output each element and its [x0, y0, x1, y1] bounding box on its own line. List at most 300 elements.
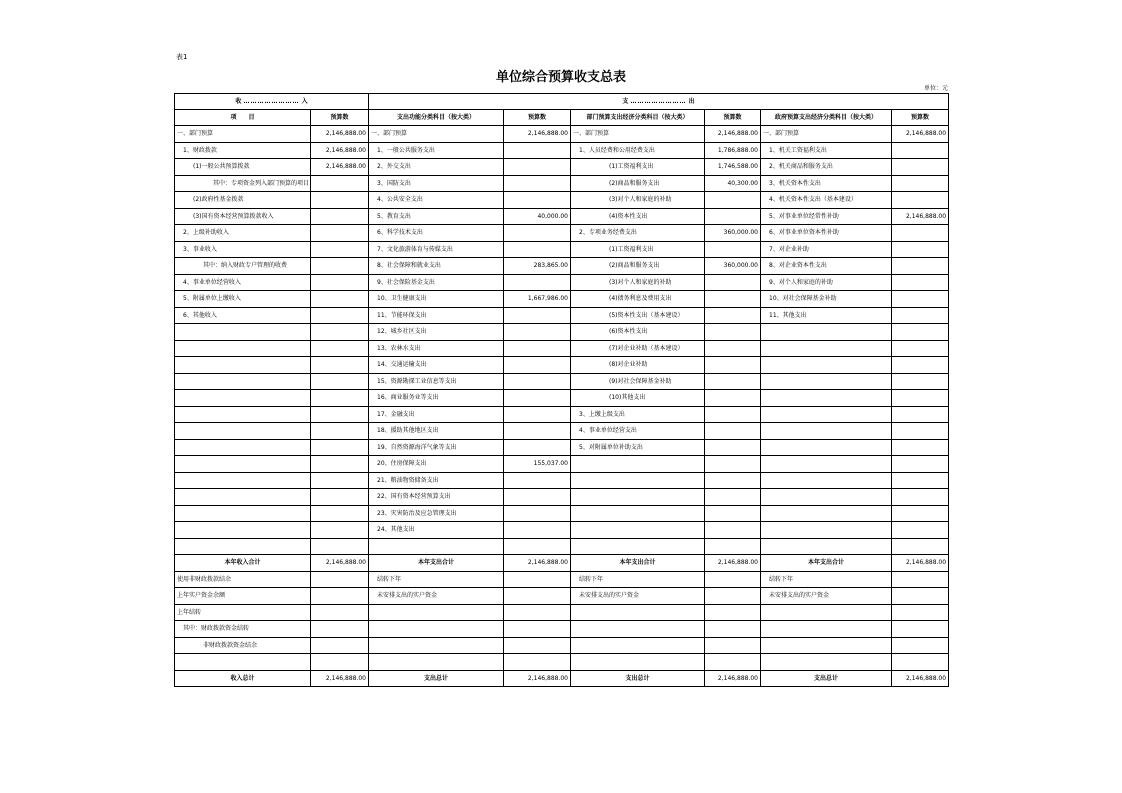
item-cell: 4、机关资本性支出（基本建设）: [761, 192, 892, 209]
budget-summary-table: [174, 93, 949, 687]
item-cell: 24、其他支出: [369, 522, 504, 539]
amount-cell: [504, 637, 571, 654]
item-cell: [761, 538, 892, 555]
item-cell: 11、其他支出: [761, 307, 892, 324]
item-cell: 其中：纳入财政专户管理的收费: [175, 258, 311, 275]
item-cell: [761, 390, 892, 407]
item-cell: (2)商品和服务支出: [571, 258, 705, 275]
item-cell: [369, 538, 504, 555]
page-title: 单位综合预算收支总表: [495, 70, 626, 85]
amount-cell: [892, 621, 949, 638]
item-cell: 23、灾害防治及应急管理支出: [369, 505, 504, 522]
item-cell: 6、其他收入: [175, 307, 311, 324]
amount-cell: [311, 307, 369, 324]
amount-cell: [892, 357, 949, 374]
item-cell: 2、上级补助收入: [175, 225, 311, 242]
table-row: [175, 126, 949, 143]
item-cell: [761, 522, 892, 539]
item-cell: [571, 472, 705, 489]
amount-cell: 360,000.00: [705, 258, 761, 275]
amount-cell: 2,146,888.00: [504, 555, 571, 572]
amount-cell: [705, 324, 761, 341]
item-cell: (8)对企业补助: [571, 357, 705, 374]
item-cell: [175, 654, 311, 671]
item-cell: 一、部门预算: [369, 126, 504, 143]
item-cell: (1)一般公共预算拨款: [175, 159, 311, 176]
amount-cell: [892, 489, 949, 506]
amount-cell: [311, 472, 369, 489]
table-row: [175, 291, 949, 308]
amount-cell: [705, 390, 761, 407]
total-label-cell: 支出总计: [571, 670, 705, 687]
item-cell: 3、事业收入: [175, 241, 311, 258]
amount-cell: [311, 505, 369, 522]
table-row: [175, 225, 949, 242]
total-label-cell: 支出总计: [761, 670, 892, 687]
item-cell: [761, 324, 892, 341]
item-cell: 21、粮油物资储备支出: [369, 472, 504, 489]
amount-cell: [311, 637, 369, 654]
amount-cell: [892, 538, 949, 555]
amount-cell: [892, 522, 949, 539]
amount-cell: 2,146,888.00: [892, 208, 949, 225]
item-cell: [175, 324, 311, 341]
item-cell: 14、交通运输支出: [369, 357, 504, 374]
amount-cell: [705, 241, 761, 258]
item-cell: [571, 637, 705, 654]
item-cell: (6)资本性支出: [571, 324, 705, 341]
table-number-label: 表1: [176, 53, 188, 61]
item-cell: [369, 621, 504, 638]
amount-cell: [504, 472, 571, 489]
expense-group-header: 支 …………………… 出: [369, 94, 949, 110]
amount-cell: [311, 456, 369, 473]
amount-cell: [504, 604, 571, 621]
amount-cell: [705, 505, 761, 522]
item-cell: 5、对事业单位经常性补助: [761, 208, 892, 225]
amount-cell: [705, 604, 761, 621]
amount-cell: [504, 142, 571, 159]
amount-cell: [311, 274, 369, 291]
amount-cell: 2,146,888.00: [705, 555, 761, 572]
total-label-cell: 收入总计: [175, 670, 311, 687]
item-cell: 6、对事业单位资本性补助: [761, 225, 892, 242]
table-row: [175, 192, 949, 209]
item-cell: [571, 621, 705, 638]
item-cell: [761, 423, 892, 440]
amount-cell: [504, 373, 571, 390]
total-label-cell: 本年支出合计: [571, 555, 705, 572]
item-cell: 18、援助其他地区支出: [369, 423, 504, 440]
amount-cell: [504, 241, 571, 258]
item-cell: (4)资本性支出: [571, 208, 705, 225]
item-cell: 3、上缴上级支出: [571, 406, 705, 423]
amount-cell: [311, 208, 369, 225]
amount-cell: [705, 456, 761, 473]
item-cell: 一、部门预算: [761, 126, 892, 143]
amount-cell: [311, 604, 369, 621]
amount-cell: [705, 621, 761, 638]
annual-total-row: [175, 555, 949, 572]
table-row: [175, 390, 949, 407]
amount-cell: [705, 654, 761, 671]
amount-cell: [311, 390, 369, 407]
item-cell: [175, 406, 311, 423]
item-cell: [175, 390, 311, 407]
table-row: [175, 241, 949, 258]
item-cell: [571, 538, 705, 555]
table-row: [175, 324, 949, 341]
amount-cell: [892, 175, 949, 192]
table-row: [175, 423, 949, 440]
item-cell: 5、附属单位上缴收入: [175, 291, 311, 308]
item-cell: (2)商品和服务支出: [571, 175, 705, 192]
item-cell: [761, 456, 892, 473]
table-row: [175, 522, 949, 539]
amount-cell: [705, 357, 761, 374]
amount-cell: [504, 439, 571, 456]
item-cell: 8、对企业资本性支出: [761, 258, 892, 275]
amount-cell: [705, 571, 761, 588]
item-cell: 未安排支出的实户资金: [369, 588, 504, 605]
item-cell: [369, 637, 504, 654]
item-cell: 2、外交支出: [369, 159, 504, 176]
amount-cell: [705, 274, 761, 291]
col-header-amount: 预算数: [705, 110, 761, 126]
item-cell: [175, 489, 311, 506]
amount-cell: [504, 192, 571, 209]
amount-cell: [705, 522, 761, 539]
amount-cell: [504, 390, 571, 407]
amount-cell: 1,667,986.00: [504, 291, 571, 308]
amount-cell: [892, 571, 949, 588]
table-row: [175, 505, 949, 522]
item-cell: [175, 340, 311, 357]
item-cell: [175, 505, 311, 522]
item-cell: 结转下年: [761, 571, 892, 588]
amount-cell: [504, 225, 571, 242]
table-row: [175, 406, 949, 423]
amount-cell: [892, 274, 949, 291]
item-cell: (4)债务利息及费用支出: [571, 291, 705, 308]
amount-cell: [504, 274, 571, 291]
item-cell: 5、对附属单位补助支出: [571, 439, 705, 456]
item-cell: [761, 472, 892, 489]
amount-cell: [705, 307, 761, 324]
table-row: [175, 159, 949, 176]
amount-cell: [892, 505, 949, 522]
amount-cell: [892, 604, 949, 621]
amount-cell: 40,300.00: [705, 175, 761, 192]
amount-cell: [892, 456, 949, 473]
item-cell: 1、一般公共服务支出: [369, 142, 504, 159]
item-cell: [761, 489, 892, 506]
amount-cell: [892, 159, 949, 176]
item-cell: [761, 373, 892, 390]
item-cell: 上年结转: [175, 604, 311, 621]
item-cell: (7)对企业补助（基本建设）: [571, 340, 705, 357]
amount-cell: [705, 538, 761, 555]
item-cell: [761, 439, 892, 456]
table-row: [175, 621, 949, 638]
item-cell: [761, 406, 892, 423]
item-cell: [175, 439, 311, 456]
item-cell: 2、专项业务经费支出: [571, 225, 705, 242]
item-cell: 使用非财政拨款结余: [175, 571, 311, 588]
amount-cell: [705, 637, 761, 654]
item-cell: [175, 538, 311, 555]
item-cell: [571, 489, 705, 506]
amount-cell: [311, 291, 369, 308]
amount-cell: [504, 159, 571, 176]
item-cell: (1)工资福利支出: [571, 241, 705, 258]
item-cell: 4、事业单位经营收入: [175, 274, 311, 291]
item-cell: 12、城乡社区支出: [369, 324, 504, 341]
item-cell: [571, 456, 705, 473]
amount-cell: [504, 357, 571, 374]
amount-cell: [892, 439, 949, 456]
table-row: [175, 538, 949, 555]
amount-cell: 2,146,888.00: [892, 555, 949, 572]
amount-cell: 2,146,888.00: [705, 126, 761, 143]
item-cell: [761, 621, 892, 638]
item-cell: 13、农林水支出: [369, 340, 504, 357]
item-cell: (10)其他支出: [571, 390, 705, 407]
amount-cell: [311, 241, 369, 258]
item-cell: [761, 637, 892, 654]
item-cell: 7、对企业补助: [761, 241, 892, 258]
item-cell: 非财政拨款资金结余: [175, 637, 311, 654]
amount-cell: [705, 439, 761, 456]
item-cell: 其中：财政拨款资金结转: [175, 621, 311, 638]
amount-cell: [892, 588, 949, 605]
amount-cell: [311, 373, 369, 390]
item-cell: 1、财政拨款: [175, 142, 311, 159]
amount-cell: 2,146,888.00: [311, 670, 369, 687]
table-row: [175, 604, 949, 621]
amount-cell: [504, 423, 571, 440]
amount-cell: [892, 258, 949, 275]
item-cell: 17、金融支出: [369, 406, 504, 423]
table-row: [175, 588, 949, 605]
amount-cell: 2,146,888.00: [311, 159, 369, 176]
item-cell: 9、社会保险基金支出: [369, 274, 504, 291]
item-cell: 未安排支出的实户资金: [761, 588, 892, 605]
amount-cell: [705, 192, 761, 209]
income-group-header: 收 …………………… 入: [175, 94, 369, 110]
amount-cell: 2,146,888.00: [892, 126, 949, 143]
table-row: [175, 472, 949, 489]
amount-cell: [311, 192, 369, 209]
amount-cell: [892, 340, 949, 357]
item-cell: 未安排支出的实户资金: [571, 588, 705, 605]
item-cell: 10、卫生健康支出: [369, 291, 504, 308]
item-cell: 8、社会保障和就业支出: [369, 258, 504, 275]
amount-cell: [705, 406, 761, 423]
amount-cell: 2,146,888.00: [504, 126, 571, 143]
table-row: [175, 208, 949, 225]
amount-cell: [892, 225, 949, 242]
item-cell: [175, 423, 311, 440]
amount-cell: [892, 406, 949, 423]
amount-cell: 155,037.00: [504, 456, 571, 473]
amount-cell: [311, 489, 369, 506]
table-row: [175, 571, 949, 588]
amount-cell: [504, 406, 571, 423]
item-cell: [369, 654, 504, 671]
amount-cell: 2,146,888.00: [705, 670, 761, 687]
amount-cell: [892, 291, 949, 308]
amount-cell: [311, 175, 369, 192]
amount-cell: [504, 588, 571, 605]
amount-cell: [311, 654, 369, 671]
item-cell: [571, 522, 705, 539]
amount-cell: [705, 208, 761, 225]
amount-cell: 1,746,588.00: [705, 159, 761, 176]
item-cell: [571, 505, 705, 522]
item-cell: (3)国有资本经营预算拨款收入: [175, 208, 311, 225]
amount-cell: [892, 192, 949, 209]
item-cell: [175, 373, 311, 390]
amount-cell: [504, 522, 571, 539]
table-row: [175, 637, 949, 654]
amount-cell: [504, 489, 571, 506]
amount-cell: 2,146,888.00: [311, 142, 369, 159]
item-cell: [571, 604, 705, 621]
amount-cell: [504, 654, 571, 671]
amount-cell: [504, 571, 571, 588]
item-cell: (2)政府性基金拨款: [175, 192, 311, 209]
item-cell: 20、住房保障支出: [369, 456, 504, 473]
amount-cell: [311, 357, 369, 374]
col-header-amount: 预算数: [504, 110, 571, 126]
col-header-dept: 部门预算支出经济分类科目（按大类）: [571, 110, 705, 126]
amount-cell: [311, 406, 369, 423]
item-cell: [175, 456, 311, 473]
item-cell: 3、国防支出: [369, 175, 504, 192]
item-cell: [571, 654, 705, 671]
amount-cell: 360,000.00: [705, 225, 761, 242]
column-header-row: [175, 110, 949, 126]
amount-cell: 2,146,888.00: [892, 670, 949, 687]
amount-cell: 40,000.00: [504, 208, 571, 225]
item-cell: 9、对个人和家庭的补助: [761, 274, 892, 291]
col-header-gov: 政府预算支出经济分类科目（按大类）: [761, 110, 892, 126]
item-cell: (9)对社会保障基金补助: [571, 373, 705, 390]
item-cell: 一、部门预算: [175, 126, 311, 143]
amount-cell: [504, 505, 571, 522]
item-cell: (3)对个人和家庭的补助: [571, 274, 705, 291]
amount-cell: [311, 588, 369, 605]
amount-cell: [311, 522, 369, 539]
table-row: [175, 340, 949, 357]
amount-cell: [504, 621, 571, 638]
amount-cell: [311, 621, 369, 638]
item-cell: 上年实户资金余额: [175, 588, 311, 605]
amount-cell: [892, 472, 949, 489]
item-cell: 4、公共安全支出: [369, 192, 504, 209]
amount-cell: [705, 291, 761, 308]
item-cell: 3、机关资本性支出: [761, 175, 892, 192]
item-cell: [369, 604, 504, 621]
amount-cell: [311, 225, 369, 242]
item-cell: 19、自然资源海洋气象等支出: [369, 439, 504, 456]
amount-cell: [311, 439, 369, 456]
item-cell: 结转下年: [369, 571, 504, 588]
amount-cell: [705, 588, 761, 605]
table-row: [175, 357, 949, 374]
item-cell: 一、部门预算: [571, 126, 705, 143]
table-row: [175, 142, 949, 159]
amount-cell: [892, 423, 949, 440]
table-row: [175, 439, 949, 456]
amount-cell: [705, 423, 761, 440]
total-label-cell: 本年收入合计: [175, 555, 311, 572]
amount-cell: [504, 324, 571, 341]
group-header-row: [175, 94, 949, 110]
amount-cell: [705, 472, 761, 489]
amount-cell: [504, 175, 571, 192]
item-cell: (1)工资福利支出: [571, 159, 705, 176]
amount-cell: [311, 423, 369, 440]
total-label-cell: 本年支出合计: [761, 555, 892, 572]
amount-cell: [892, 373, 949, 390]
amount-cell: 2,146,888.00: [311, 126, 369, 143]
item-cell: [761, 654, 892, 671]
item-cell: 4、事业单位经营支出: [571, 423, 705, 440]
col-header-amount: 预算数: [892, 110, 949, 126]
item-cell: [175, 522, 311, 539]
amount-cell: [892, 142, 949, 159]
amount-cell: [892, 241, 949, 258]
item-cell: [761, 357, 892, 374]
amount-cell: [311, 538, 369, 555]
item-cell: 5、教育支出: [369, 208, 504, 225]
item-cell: [175, 357, 311, 374]
amount-cell: [705, 340, 761, 357]
item-cell: [761, 505, 892, 522]
amount-cell: [311, 571, 369, 588]
table-row: [175, 307, 949, 324]
amount-cell: [311, 258, 369, 275]
table-row: [175, 274, 949, 291]
col-header-amount: 预算数: [311, 110, 369, 126]
amount-cell: [504, 340, 571, 357]
col-header-func: 支出功能分类科目（按大类）: [369, 110, 504, 126]
amount-cell: [892, 637, 949, 654]
item-cell: 22、国有资本经营预算支出: [369, 489, 504, 506]
total-label-cell: 支出总计: [369, 670, 504, 687]
item-cell: 11、节能环保支出: [369, 307, 504, 324]
total-label-cell: 本年支出合计: [369, 555, 504, 572]
item-cell: [761, 604, 892, 621]
item-cell: [761, 340, 892, 357]
item-cell: 1、机关工资福利支出: [761, 142, 892, 159]
amount-cell: [892, 654, 949, 671]
item-cell: (5)资本性支出（基本建设）: [571, 307, 705, 324]
amount-cell: 283,865.00: [504, 258, 571, 275]
item-cell: 其中：专项资金列入部门预算的项目: [175, 175, 311, 192]
amount-cell: [892, 390, 949, 407]
amount-cell: [892, 307, 949, 324]
amount-cell: [705, 373, 761, 390]
table-row: [175, 654, 949, 671]
amount-cell: [504, 307, 571, 324]
table-row: [175, 373, 949, 390]
table-row: [175, 175, 949, 192]
table-row: [175, 456, 949, 473]
col-header-item: 项 目: [175, 110, 311, 126]
